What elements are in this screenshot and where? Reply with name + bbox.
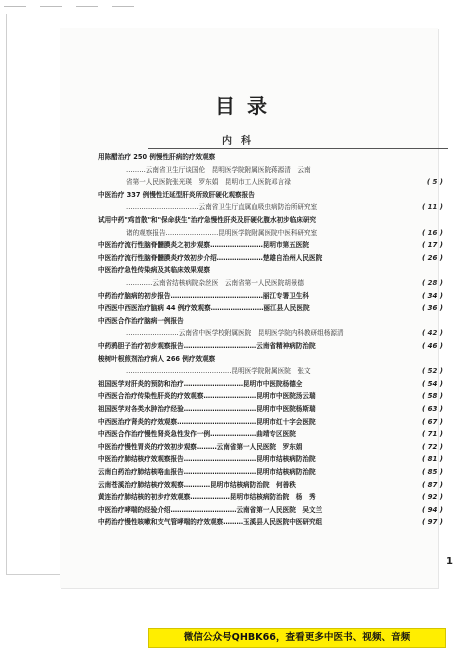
toc-entry-text: ……………………云南省中医学校附属医院 昆明医学院内科教研组杨源清	[126, 329, 344, 338]
toc-entry-page: ( 85 )	[421, 468, 443, 476]
toc-entry	[98, 417, 443, 428]
toc-entry-page: ( 28 )	[421, 279, 443, 287]
toc-entry	[98, 480, 443, 491]
toc-entry	[98, 265, 443, 276]
toc-entry	[98, 429, 443, 440]
toc-entry	[98, 517, 443, 528]
toc-entry-page: ( 42 )	[421, 329, 443, 338]
toc-entry-text: 祖国医学对肝炎的预防和治疗………………………昆明市中医院杨德全	[98, 379, 303, 388]
toc-entry-text: 中西医合作治疗慢性肾炎急性发作一例…………………曲靖专区医院	[98, 430, 296, 439]
toc-entry-page: ( 54 )	[421, 379, 443, 388]
section-title: 内科	[222, 136, 260, 147]
toc-entry-page: ( 34 )	[421, 291, 443, 300]
toc-entry-text: 诸的观察报告……………………昆明医学院附属医院中医科研究室	[126, 228, 318, 237]
toc-entry	[98, 240, 443, 251]
toc-entry-text: 中医治疗 337 例慢性迁延型肝炎所致肝硬化观察报告	[98, 190, 255, 199]
toc-entry-text: ………云南省卫生厅谈国伦 昆明医学院附属医院蒋源清 云南	[126, 165, 311, 174]
toc-entry-text: 中医治疗流行性脑脊髓膜炎疗效初步介绍…………………楚雄自治州人民医院	[98, 253, 323, 262]
toc-entry-text: 中药治疗慢性咳嗽和支气管哮喘的疗效观察………玉溪县人民医院中医研究组	[98, 518, 323, 527]
toc-entry-text: …………云南省结核病院杂丝医 云南省第一人民医院胡景德	[126, 279, 305, 287]
footer-banner: 微信公众号QHBK66，查看更多中医书、视频、音频	[148, 628, 446, 648]
toc-entry-page: ( 52 )	[421, 367, 443, 376]
toc-entry	[98, 505, 443, 516]
toc-entry	[98, 454, 443, 465]
toc-entry	[126, 165, 443, 176]
toc-entry	[98, 303, 443, 314]
toc-entry-page: ( 16 )	[421, 228, 443, 237]
toc-entry-page: ( 26 )	[421, 253, 443, 262]
toc-entry-text: 云南白药治疗肺结核咯血报告……………………………昆明市结核病防治院	[98, 468, 316, 476]
document-page	[60, 28, 453, 588]
toc-entry	[126, 228, 443, 239]
toc-entry-text: 中医治疗流行性脑脊髓膜炎之初步观察……………………昆明市第五医院	[98, 241, 309, 250]
toc-entry	[98, 341, 443, 352]
toc-entry-page: ( 36 )	[421, 304, 443, 313]
page-number: 1	[446, 556, 453, 567]
section-rule	[148, 148, 448, 149]
toc-entry	[98, 404, 443, 415]
toc-entry	[126, 328, 443, 339]
toc-entry-text: …………………………………………昆明医学院附属医院 张文	[126, 367, 311, 376]
toc-entry-text: 祖国医学对各类水肿治疗经验……………………………昆明市中医院杨斯瑞	[98, 405, 316, 413]
toc-entry	[98, 152, 443, 163]
border-dash	[4, 6, 26, 7]
toc-entry-page: ( 94 )	[421, 505, 443, 514]
toc-entry	[98, 442, 443, 453]
toc-entry	[98, 253, 443, 264]
border-dash	[76, 6, 98, 7]
toc-entry	[126, 366, 443, 377]
toc-entry-page: ( 58 )	[421, 392, 443, 401]
toc-entry	[98, 316, 443, 327]
toc-entry	[98, 492, 443, 503]
toc-entry-text: 梭树叶根煎剂治疗病人 266 例疗效观察	[98, 354, 216, 363]
toc-entry-page: ( 46 )	[421, 342, 443, 350]
border-dash	[112, 6, 134, 7]
toc-entry-text: 中药鸦胆子治疗初步观察报告……………………………云南省精神病防治院	[98, 342, 316, 350]
toc-entry	[98, 467, 443, 478]
toc-entry-text: 中医治疗肺结核疗效观察报告……………………………昆明市结核病防治院	[98, 455, 316, 464]
toc-entry	[98, 190, 443, 201]
toc-entry-page: ( 72 )	[421, 442, 443, 451]
page-title: 目录	[215, 94, 279, 118]
viewer-top-border	[0, 0, 450, 14]
toc-entry-text: ……………………………云南省卫生厅直属血吸虫病防治所研究室	[126, 203, 318, 212]
toc-entry-text: 中医治疗慢性胃炎的疗效初步观察………云南省第一人民医院 罗东娟	[98, 442, 303, 451]
toc-entry	[98, 354, 443, 365]
toc-entry-text: 中西医合作治疗脑病一例报告	[98, 316, 184, 325]
toc-entry-page: ( 17 )	[421, 241, 443, 250]
toc-entry-text: 中药治疗脑病的初步报告……………………………………丽江专署卫生科	[98, 291, 309, 300]
toc-entry-text: 试用中药"鸡首散"和"保命获生"治疗急慢性肝炎及肝硬化腹水初步临床研究	[98, 216, 317, 224]
toc-entry-text: 中医治疗急性传染病及其临床效果观察	[98, 266, 211, 275]
toc-entry-page: ( 71 )	[421, 430, 443, 439]
toc-entry-page: ( 11 )	[421, 203, 443, 212]
toc-entry-text: 中西医中西医治疗脑病 44 例疗效观察……………………丽江县人民医院	[98, 304, 310, 313]
toc-entry	[98, 215, 443, 226]
toc-entry-text: 用陈醋治疗 250 例慢性肝病的疗效观察	[98, 153, 216, 161]
toc-entry-text: 中西医治疗肾炎的疗效观察………………………………昆明市红十字会医院	[98, 417, 316, 426]
toc-entry	[98, 379, 443, 390]
toc-entry-page: ( 81 )	[421, 455, 443, 464]
border-dash	[40, 6, 62, 7]
viewer-left-border	[6, 14, 7, 574]
toc-entry	[126, 278, 443, 289]
toc-entry	[126, 177, 443, 188]
toc-entry-page: ( 87 )	[421, 480, 443, 489]
toc-entry-page: ( 67 )	[421, 417, 443, 426]
toc-entry	[98, 391, 443, 402]
toc-entry-text: 云南苍溪治疗肺结核疗效观察…………昆明市结核病防治院 何善秩	[98, 480, 296, 489]
toc-entry-page: ( 5 )	[426, 178, 443, 187]
toc-entry-text: 省第一人民医院张光瑛 罗东娟 昆明市工人医院邓言禄	[126, 178, 291, 187]
toc-entry-text: 黄连治疗肺结核的初步疗效观察………………昆明市结核病防治院 杨 秀	[98, 493, 316, 502]
toc-entry-page: ( 92 )	[421, 493, 443, 502]
toc-entry-text: 中西医合治疗传染性肝炎的疗效观察……………………昆明市中医院汤云瑞	[98, 392, 316, 401]
toc-entry-text: 中医治疗哮喘的经验介绍…………………………云南省第一人民医院 吴文兰	[98, 505, 323, 514]
toc-entry	[126, 202, 443, 213]
toc-entry	[98, 291, 443, 302]
toc-entry-page: ( 63 )	[421, 405, 443, 413]
toc-entry-page: ( 97 )	[421, 518, 443, 527]
